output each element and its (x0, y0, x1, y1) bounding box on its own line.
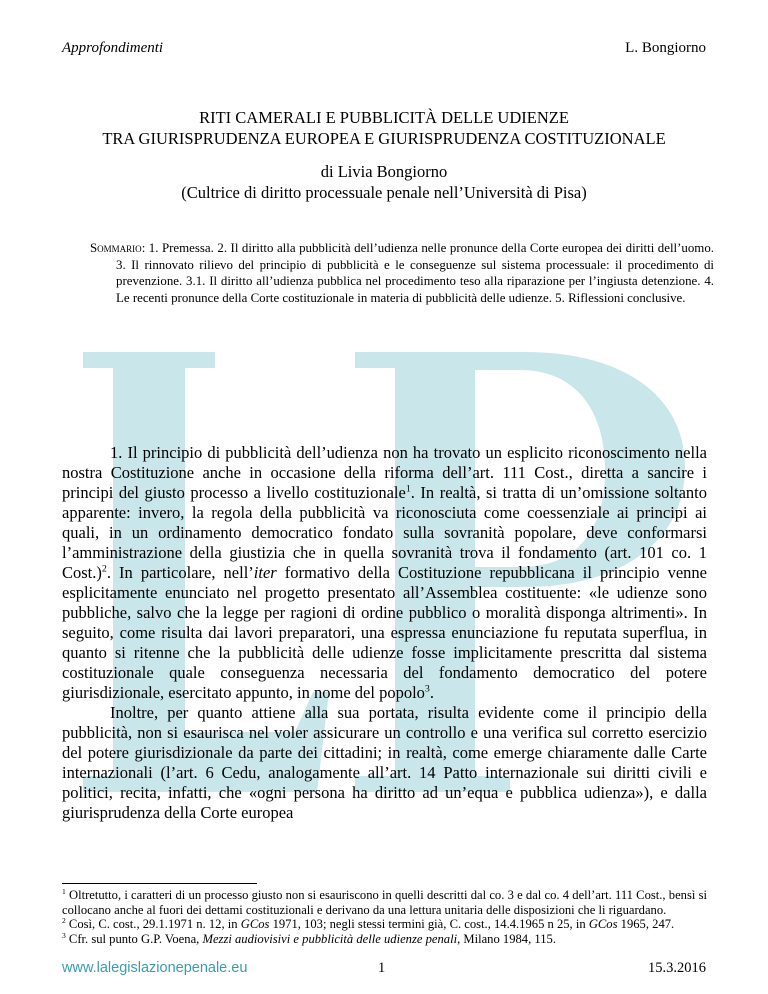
footnote-text: Così, C. cost., 29.1.1971 n. 12, in (65, 917, 241, 932)
footnote-ref-3[interactable]: 3 (424, 683, 430, 695)
footnote-1 (62, 888, 707, 917)
footnote-separator (62, 883, 257, 884)
body-paragraph-2: Inoltre, per quanto attiene alla sua portata, risulta evidente come il principio della pubblicità, non si esaurisca nel voler assicurare un controllo e una verifica sul corretto esercizio del potere giurisdizionale da parte dei cittadini; in realtà, come emerge chiaramente dalle Carte internazionali (l’art. 6 Cedu, analogamente all’art. 14 Patto internazionale sui diritti civili e politici, recita, infatti, che «ogni persona ha diritto ad un’equa e pubblica udienza»), e dalla giurisprudenza della Corte europea (62, 703, 707, 822)
body-text: . In realtà, si tratta di un’omissione soltanto apparente: invero, la regola della pubblicità va riconosciuta come coessenziale ai principi ai quali, in un ordinamento democratico fondato sulla sovranità popolare, deve conformarsi l’amministrazione della giustizia che in quella sovranità trova il fondamento (art. 101 co. 1 Cost.) (62, 483, 707, 582)
article-title-line-1: RITI CAMERALI E PUBBLICITÀ DELLE UDIENZE (199, 108, 569, 127)
footnote-text: Oltretutto, i caratteri di un processo giusto non si esauriscono in quelli descritti dal co. 3 e dal co. 4 dell’art. 111 Cost., bensì si collocano anche al fuori dei dettami costituzionali e derivano da una lettura unitaria delle disposizioni che li riguardano. (62, 888, 707, 917)
author-affiliation: (Cultrice di diritto processuale penale nell’Università di Pisa) (181, 183, 587, 202)
footnote-ref-1[interactable]: 1 (405, 483, 411, 495)
summary-label: Sommario (90, 241, 142, 255)
body-text: . (429, 683, 434, 702)
running-header-section: Approfondimenti (62, 40, 164, 56)
footnote-number: 1 (62, 886, 66, 896)
footnote-number: 3 (62, 930, 66, 940)
body-italic-term: iter (253, 563, 277, 582)
footnote-book-title: Mezzi audiovisivi e pubblicità delle udienze penali (202, 931, 458, 946)
article-title-line-2: TRA GIURISPRUDENZA EUROPEA E GIURISPRUDENZA COSTITUZIONALE (102, 129, 666, 148)
summary (90, 240, 714, 306)
article-body (62, 443, 707, 823)
body-text: 1. Il principio di pubblicità dell’udienza non ha trovato un esplicito riconoscimento nella nostra Costituzione anche in occasione della riforma dell’art. 111 Cost., diretta a sancire i principi del giusto processo a livello costituzionale (62, 443, 707, 502)
body-text: formativo della Costituzione repubblicana il principio venne esplicitamente enunciato nel progetto presentato all’Assemblea costituente: «le udienze sono pubbliche, salvo che la legge per ragioni di ordine pubblico o moralità disponga altrimenti». In seguito, come risulta dai lavori preparatori, una espressa enunciazione fu reputata superflua, in quanto si ritenne che la pubblicità delle udienze fosse implicitamente prescritta dal sistema costituzionale quale conseguenza necessaria del fondamento democratico del potere giurisdizionale, esercitato appunto, in nome del popolo (62, 563, 707, 702)
body-text: . In particolare, nell’ (106, 563, 254, 582)
footer-date: 15.3.2016 (648, 960, 706, 976)
footer-website-link[interactable]: www.lalegislazionepenale.eu (62, 960, 248, 976)
summary-text: : 1. Premessa. 2. Il diritto alla pubblicità dell’udienza nelle pronunce della Corte europea dei diritti dell’uomo. 3. Il rinnovato rilievo del principio di pubblicità e le conseguenze sul sistema processuale: il procedimento di prevenzione. 3.1. Il diritto all’udienza pubblica nel procedimento teso alla riparazione per l’ingiusta detenzione. 4. Le recenti pronunce della Corte costituzionale in materia di pubblicità delle udienze. 5. Riflessioni conclusive. (116, 241, 714, 305)
footnote-2 (62, 917, 707, 932)
article-title (62, 107, 706, 149)
footnote-text: 1971, 103; negli stessi termini già, C. cost., 14.4.1965 n 25, in (269, 917, 589, 932)
footnotes (62, 888, 707, 946)
article-author (62, 161, 706, 203)
author-name: di Livia Bongiorno (320, 162, 448, 181)
footnote-journal: GCos (588, 917, 618, 932)
footnote-3 (62, 932, 707, 947)
body-paragraph-1 (62, 443, 707, 703)
footnote-number: 2 (62, 916, 66, 925)
footnote-ref-2[interactable]: 2 (101, 563, 107, 575)
footnote-text: Cfr. sul punto G.P. Voena, (65, 931, 203, 946)
footnote-text: 1965, 247. (617, 917, 675, 932)
footnote-text: , Milano 1984, 115. (457, 931, 556, 946)
footer-page-number: 1 (378, 960, 386, 976)
running-header-author: L. Bongiorno (625, 40, 706, 56)
footnote-journal: GCos (240, 917, 270, 932)
